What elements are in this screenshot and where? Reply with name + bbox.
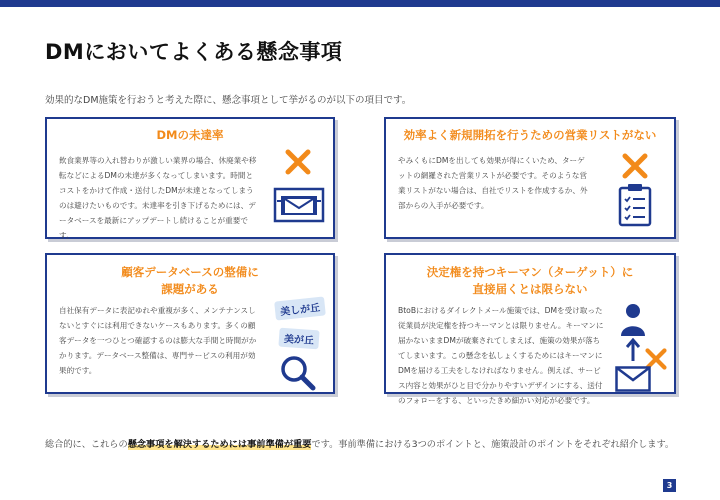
mail-icon	[615, 366, 651, 392]
conclusion-text	[45, 436, 685, 454]
conclusion-before: 総合的に、これらの	[45, 439, 128, 450]
card-title-line1: 顧客データベースの整備に	[121, 265, 259, 279]
card-title: 効率よく新規開拓を行うための営業リストがない	[403, 128, 657, 142]
card-title	[47, 264, 333, 298]
conclusion-highlight: 懸念事項を解決するためには事前準備が重要	[127, 439, 312, 450]
card-title-line2: 課題がある	[161, 282, 219, 296]
card-body: BtoBにおけるダイレクトメール施策では、DMを受け取った従業員が決定権を持つキーマンとは限りません。キーマンに届かないままDMが破棄されてしまえば、施策の効果が落ちてしまいます。この懸念を払しょくするためにはキーマンにDMを届ける工夫をしなければなりません。例えば、サービス内容と効果がひと目で分かりやすいデザインにする、送付のフォローをする、といったきめ細かい対応が必要です。	[398, 306, 604, 405]
card-title: DMの未達率	[156, 128, 224, 142]
concern-card-no-sales-list	[384, 117, 676, 239]
page-title: DMにおいてよくある懸念事項	[45, 40, 343, 64]
top-accent-bar	[0, 0, 720, 7]
cross-icon	[622, 153, 648, 179]
clipboard-checklist-icon	[618, 183, 652, 227]
intro-text: 効果的なDM施策を行おうと考えた際に、懸念事項として挙がるのが以下の項目です。	[45, 95, 412, 106]
address-variant-tag: 美が丘	[278, 328, 319, 350]
address-variant-tag: 美しが丘	[274, 296, 326, 320]
cross-icon	[285, 149, 311, 175]
concern-card-key-person	[384, 253, 676, 405]
concern-card-undelivered	[45, 117, 335, 239]
card-title	[386, 264, 674, 298]
up-arrow-icon	[626, 338, 640, 362]
magnifier-icon	[279, 355, 317, 391]
page-number: 3	[663, 479, 676, 492]
person-icon	[620, 303, 646, 337]
card-body: やみくもにDMを出しても効果が得にくいため、ターゲットの網羅された営業リストが必要です。そのような営業リストがない場合は、自社でリストを作成するか、外部からの入手が必要です。	[398, 156, 588, 210]
card-body: 自社保有データに表記ゆれや重複が多く、メンテナンスしないとすぐには利用できないケースもあります。多くの顧客データを一つひとつ確認するのは膨大な手間と時間がかかります。データベース整備は、専門サービスの利用が効果的です。	[59, 306, 257, 375]
card-title-line1: 決定権を持つキーマン（ターゲット）に	[426, 265, 634, 279]
returned-mail-icon	[273, 187, 325, 223]
card-title-line2: 直接届くとは限らない	[472, 282, 588, 296]
concern-card-database	[45, 253, 335, 394]
card-body: 飲食業界等の入れ替わりが激しい業界の場合、休廃業や移転などによるDMの未達が多くなってしまいます。時間とコストをかけて作成・送付したDMが未達となってしまうのは避けたいものです。未達率を引き下げるためには、データベースを最新にアップデートし続けることが重要です。	[59, 156, 257, 240]
conclusion-after: です。事前準備における3つのポイントと、施策設計のポイントをそれぞれ紹介します。	[311, 439, 675, 450]
